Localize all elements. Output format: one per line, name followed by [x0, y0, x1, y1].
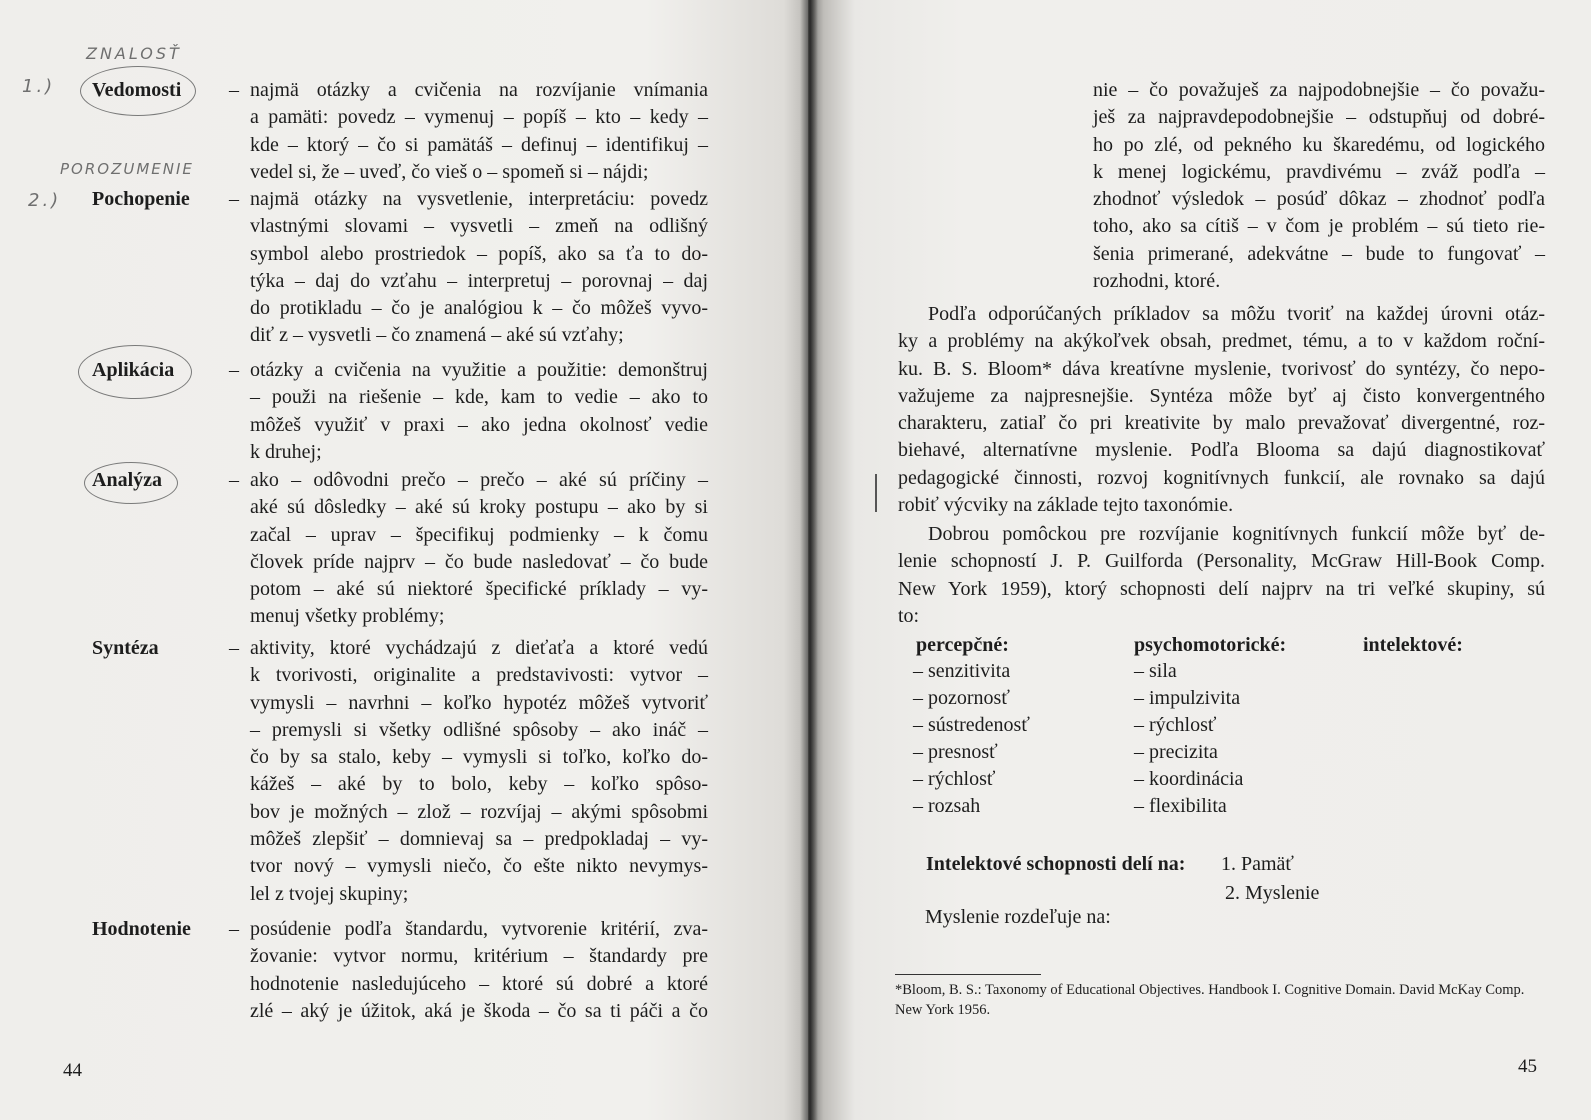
text-line: najmä otázky na vysvetlenie, interpretáciu: povedz [250, 188, 708, 210]
list-item: – sústredenosť [913, 714, 1030, 736]
book-gutter [800, 0, 818, 1120]
paragraph-bloom [898, 301, 1545, 519]
text-line: zlé – aký je úžitok, aká je škoda – čo sa ti páči a čo [250, 999, 708, 1022]
text-line: menuj všetky problémy; [250, 605, 445, 628]
text-line: človek príde najprv – čo bude nasledovať – čo bude [250, 550, 708, 573]
text-line: posúdenie podľa štandardu, vytvorenie kritérií, zva- [250, 918, 708, 940]
text-line: ho po zlé, od pekného ku škaredému, od logického [1093, 133, 1545, 156]
vedomosti-text [250, 77, 708, 186]
text-line: New York 1959), ktorý schopnosti delí najprv na tri veľké skupiny, sú [898, 577, 1545, 600]
margin-mark [875, 474, 877, 512]
text-line: kde – ktorý – čo si pamätáš – definuj – identifikuj – [250, 133, 708, 156]
term-dash: – [229, 188, 239, 210]
text-line: zhodnoť výsledok – posúď dôkaz – zhodnoť podľa [1093, 188, 1545, 211]
list-item: – flexibilita [1134, 795, 1227, 817]
text-line: važujeme za najpresnejšie. Syntéza môže byť aj čisto konvergentného [898, 384, 1545, 407]
text-line: potom – aké sú niektoré špecifické príklady – vy- [250, 578, 708, 601]
synteza-text [250, 635, 708, 908]
handwritten-number-2: 2.) [28, 190, 62, 211]
footnote-rule [895, 974, 1041, 975]
text-line: otázky a cvičenia na využitie a použitie: demonštruj [250, 359, 708, 381]
column-heading-perceptual: percepčné: [916, 634, 1009, 656]
page-number-right: 45 [1518, 1056, 1537, 1077]
term-hodnotenie: Hodnotenie [92, 918, 191, 940]
text-line: symbol alebo prostriedok – popíš, ako sa ťa to do- [250, 242, 708, 265]
intellect-heading: Intelektové schopnosti delí na: [926, 853, 1186, 875]
text-line: začal – uprav – špecifikuj podmienky – k čomu [250, 523, 708, 546]
list-item: – rozsah [913, 795, 981, 817]
pochopenie-text [250, 186, 708, 350]
hodnotenie-text [250, 916, 708, 1025]
text-line: najmä otázky a cvičenia na rozvíjanie vnímania [250, 79, 708, 101]
text-line: to: [898, 604, 920, 627]
text-line: hodnotenie nasledujúceho – ktoré sú dobré a ktoré [250, 972, 708, 995]
text-line: žovanie: vytvor normu, kritérium – štandardy pre [250, 945, 708, 968]
list-item: – presnosť [913, 741, 998, 763]
text-line: bov je možných – zlož – rozvíjaj – akými spôsobmi [250, 800, 708, 823]
column-heading-psychomotor: psychomotorické: [1134, 634, 1287, 656]
aplikacia-text [250, 357, 708, 466]
term-aplikacia: Aplikácia [92, 359, 175, 381]
list-item: – pozornosť [913, 687, 1010, 709]
text-line: – premysli si všetky odlišné spôsoby – ako ináč – [250, 718, 708, 741]
list-item: – rýchlosť [913, 768, 996, 790]
text-line: môžeš využiť v praxi – ako jedna okolnosť vedie [250, 413, 708, 436]
intellect-item-memory: 1. Pamäť [1221, 853, 1294, 875]
text-line: ky a problémy na akýkoľvek obsah, predmet, tému, a to v každom roční- [898, 330, 1545, 353]
term-analyza: Analýza [92, 469, 162, 491]
list-item: – senzitivita [913, 660, 1011, 682]
text-line: vedel si, že – uveď, čo vieš o – spomeň si – nájdi; [250, 160, 649, 183]
text-line: Podľa odporúčaných príkladov sa môžu tvoriť na každej úrovni otáz- [928, 303, 1545, 325]
text-line: aktivity, ktoré vychádzajú z dieťaťa a ktoré vedú [250, 637, 708, 659]
list-item: – koordinácia [1134, 768, 1244, 790]
text-line: šenia primerané, adekvátne – bude to fungovať – [1093, 242, 1545, 265]
term-dash: – [229, 637, 239, 659]
list-item: – precizita [1134, 741, 1218, 763]
text-line: kážeš – aké by to bolo, keby – koľko spôso- [250, 773, 708, 796]
analyza-text [250, 467, 708, 631]
text-line: k tvorivosti, originalite a predstavivosti: vytvor – [250, 664, 708, 687]
text-line: charakteru, zatiaľ čo pri kreativite by malo prevažovať divergentné, roz- [898, 412, 1545, 435]
text-line: lel z tvojej skupiny; [250, 882, 409, 905]
text-line: ku. B. S. Bloom* dáva kreatívne myslenie, tvorivosť do syntézy, čo nepo- [898, 357, 1545, 380]
text-line: k druhej; [250, 440, 322, 463]
text-line: rozhodni, ktoré. [1093, 270, 1221, 293]
thinking-division-line: Myslenie rozdeľuje na: [925, 906, 1111, 928]
list-item: – rýchlosť [1134, 714, 1217, 736]
text-line: lenie schopností J. P. Guilforda (Personality, McGraw Hill-Book Comp. [898, 550, 1545, 573]
text-line: ako – odôvodni prečo – prečo – aké sú príčiny – [250, 469, 708, 491]
handwritten-margin-note: POROZUMENIE [60, 160, 194, 178]
text-line: robiť výcviky na základe tejto taxonómie. [898, 494, 1234, 517]
intellect-item-thinking: 2. Myslenie [1225, 882, 1320, 904]
term-vedomosti: Vedomosti [92, 79, 182, 101]
footnote: *Bloom, B. S.: Taxonomy of Educational Objectives. Handbook I. Cognitive Domain. David McKay Comp. New York 1956. [895, 982, 1525, 1018]
text-line: čo by sa stalo, keby – vymysli si toľko, koľko do- [250, 746, 708, 769]
column-heading-intellectual: intelektové: [1363, 634, 1463, 656]
text-line: nie – čo považuješ za najpodobnejšie – čo považu- [1093, 79, 1545, 101]
text-line: aké sú dôsledky – aké sú kroky postupu – ako by si [250, 496, 708, 519]
handwritten-top-note: ZNALOSŤ [86, 44, 182, 63]
text-line: toho, ako sa cítiš – v čom je problém – sú tieto rie- [1093, 215, 1545, 238]
continuation-text [1093, 77, 1545, 295]
text-line: ješ za najpravdepodobnejšie – odstupňuj od dobré- [1093, 106, 1545, 129]
text-line: biehavé, alternatívne myslenie. Podľa Blooma sa dajú diagnostikovať [898, 439, 1545, 462]
paragraph-guilford [898, 521, 1545, 630]
term-synteza: Syntéza [92, 637, 159, 659]
text-line: – použi na riešenie – kde, kam to vedie – ako to [250, 386, 708, 409]
text-line: vymysli – navrhni – koľko hypotéz môžeš vytvoriť [250, 691, 708, 714]
list-item: – impulzivita [1134, 687, 1241, 709]
text-line: Dobrou pomôckou pre rozvíjanie kognitívnych funkcií môže byť de- [928, 523, 1545, 545]
text-line: k menej logickému, pravdivému – zváž podľa – [1093, 160, 1545, 183]
page-number-left: 44 [63, 1060, 82, 1081]
term-pochopenie: Pochopenie [92, 188, 190, 210]
list-item: – sila [1134, 660, 1177, 682]
term-dash: – [229, 469, 239, 491]
term-dash: – [229, 918, 239, 940]
text-line: pedagogické činnosti, rozvoj kognitívnych funkcií, ale rovnako sa dajú [898, 466, 1545, 489]
text-line: a pamäti: povedz – vymenuj – popíš – kto – kedy – [250, 106, 708, 129]
term-dash: – [229, 79, 239, 101]
text-line: môžeš zlepšiť – domnievaj sa – predpokladaj – vy- [250, 828, 708, 851]
handwritten-number-1: 1.) [22, 76, 56, 97]
text-line: vlastnými slovami – vysvetli – zmeň na odlišný [250, 215, 708, 238]
text-line: diť z – vysvetli – čo znamená – aké sú vzťahy; [250, 324, 624, 347]
text-line: do protikladu – čo je analógiou k – čo môžeš vyvo- [250, 297, 708, 320]
text-line: tvor nový – vymysli niečo, čo ešte nikto nevymys- [250, 855, 708, 878]
text-line: týka – daj do vzťahu – interpretuj – porovnaj – daj [250, 269, 708, 292]
term-dash: – [229, 359, 239, 381]
